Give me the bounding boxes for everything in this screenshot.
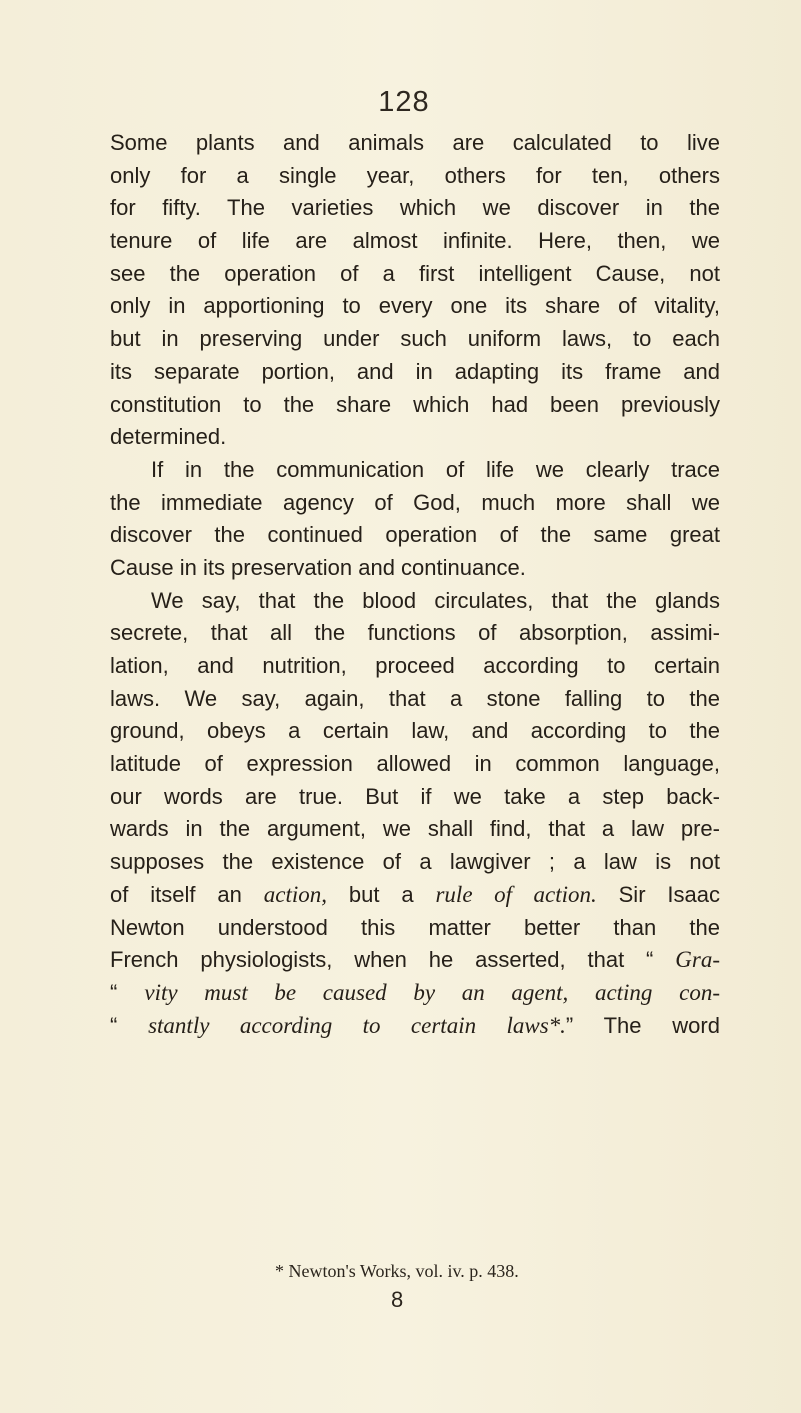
text-line: wards in the argument, we shall find, that a law pre- — [110, 816, 720, 842]
text-line: Cause in its preservation and continuance. — [110, 554, 526, 580]
text-line: only for a single year, others for ten, others — [110, 162, 720, 188]
text-line: our words are true. But if we take a step back- — [110, 783, 720, 809]
text-run: Sir Isaac — [596, 881, 720, 907]
italic-run: stantly according to certain laws*. — [148, 1012, 566, 1038]
page-number: 128 — [378, 86, 430, 118]
text-line: determined. — [110, 424, 227, 450]
quote-mark: “ — [110, 979, 145, 1005]
text-line: only in apportioning to every one its share of vitality, — [110, 293, 720, 319]
text-line: laws. We say, again, that a stone falling to the — [110, 685, 720, 711]
footnote: * Newton's Works, vol. iv. p. 438. — [275, 1261, 519, 1281]
text-line: see the operation of a first intelligent Cause, not — [110, 260, 720, 286]
text-line: but in preserving under such uniform laws, to each — [110, 326, 720, 352]
text-line: secrete, that all the functions of absorption, assimi- — [110, 620, 720, 646]
text-line: supposes the existence of a lawgiver ; a law is not — [110, 849, 720, 875]
text-line: lation, and nutrition, proceed according to certain — [110, 653, 720, 678]
text-line: tenure of life are almost infinite. Here, then, we — [110, 228, 720, 254]
text-line: Some plants and animals are calculated to live — [110, 130, 720, 155]
text-line — [110, 944, 720, 977]
text-line: its separate portion, and in adapting its frame and — [110, 358, 720, 384]
italic-run: Gra- — [675, 947, 720, 973]
text-run: but a — [326, 881, 436, 907]
text-line — [110, 1010, 720, 1043]
paragraph-start-line: If in the communication of life we clearly trace — [151, 456, 720, 482]
text-run: French physiologists, when he asserted, that “ — [110, 947, 676, 973]
text-line: for fifty. The varieties which we discover in the — [110, 195, 720, 221]
text-line: ground, obeys a certain law, and according to the — [110, 718, 720, 744]
paragraph-start-line: We say, that the blood circulates, that the glands — [151, 587, 720, 613]
italic-run: vity must be caused by an agent, acting con- — [144, 979, 720, 1005]
text-line — [110, 879, 720, 912]
signature-mark: 8 — [391, 1287, 404, 1312]
text-line — [110, 977, 720, 1010]
text-run: of itself an — [110, 881, 264, 907]
text-line: the immediate agency of God, much more shall we — [110, 489, 720, 515]
text-line: discover the continued operation of the same great — [110, 522, 720, 548]
text-line: latitude of expression allowed in common language, — [110, 751, 720, 777]
text-line: constitution to the share which had been previously — [110, 391, 720, 417]
quote-mark: “ — [110, 1012, 149, 1038]
body-text — [110, 127, 720, 1042]
text-line: Newton understood this matter better than the — [110, 914, 720, 940]
italic-run: rule of action. — [435, 881, 597, 907]
italic-run: action, — [263, 881, 327, 907]
text-run: ” The word — [565, 1012, 720, 1038]
